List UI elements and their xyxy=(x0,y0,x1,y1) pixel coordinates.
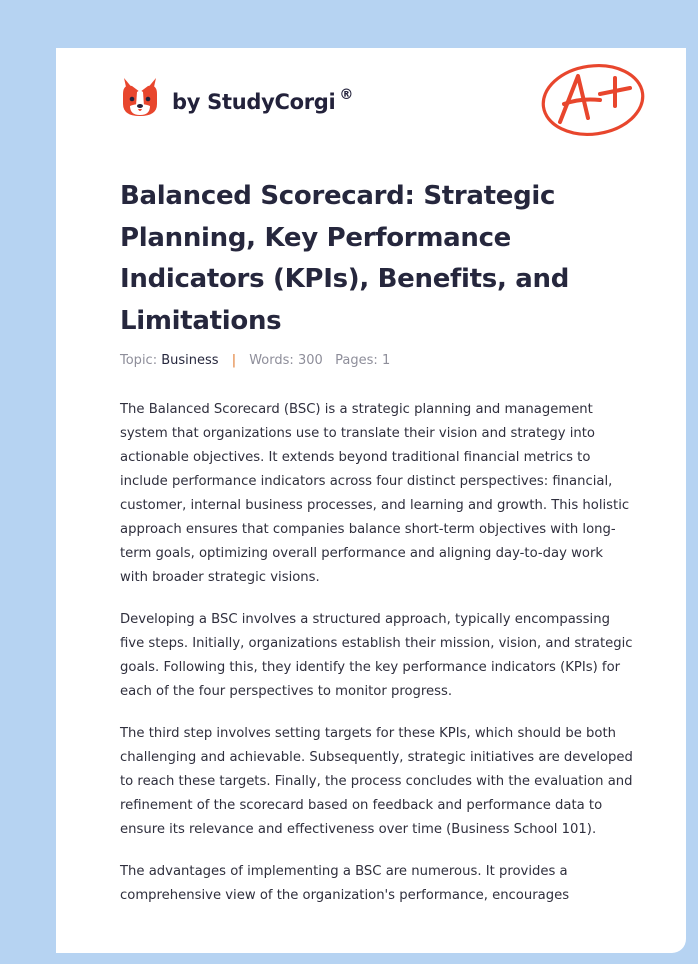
pages-value: 1 xyxy=(381,353,391,368)
meta-separator: | xyxy=(231,353,237,368)
paragraph: Developing a BSC involves a structured approach, typically encompassing five steps. Initially, organizations establish their mission, vision, and strategic goals. Following this, they identify the key performance indicators (KPIs) for each of the four perspectives to monitor progress. xyxy=(120,612,633,699)
words-label: Words: xyxy=(249,353,294,368)
document-meta xyxy=(120,353,390,368)
corgi-icon xyxy=(120,76,160,120)
page-title: Balanced Scorecard: Strategic Planning, Key Performance Indicators (KPIs), Benefits, and Limitations xyxy=(120,181,570,336)
paragraph: The advantages of implementing a BSC are numerous. It provides a comprehensive view of the organization's performance, encourages xyxy=(120,864,570,903)
paragraph: The third step involves setting targets for these KPIs, which should be both challenging and achievable. Subsequently, strategic initiatives are developed to reach these targets. Finally, the process concludes with the evaluation and refinement of the scorecard based on feedback and performance data to ensure its relevance and effectiveness over time (Business School 101). xyxy=(120,726,633,837)
studycorgi-logo[interactable] xyxy=(120,76,353,120)
topic-link[interactable]: Business xyxy=(161,353,219,368)
paragraph: The Balanced Scorecard (BSC) is a strategic planning and management system that organizations use to translate their vision and strategy into actionable objectives. It extends beyond traditional financial metrics to include performance indicators across four distinct perspectives: financial, customer, internal business processes, and learning and growth. This holistic approach ensures that companies balance short-term objectives with long-term goals, optimizing overall performance and aligning day-to-day work with broader strategic visions. xyxy=(120,402,630,585)
a-plus-grade-icon xyxy=(538,58,648,144)
document-page xyxy=(56,48,686,953)
topic-label: Topic: xyxy=(120,353,158,368)
brand-name: by StudyCorgi ® xyxy=(172,86,354,114)
words-value: 300 xyxy=(297,353,323,368)
header xyxy=(56,48,686,168)
document-body xyxy=(120,398,635,926)
pages-label: Pages: xyxy=(335,353,378,368)
